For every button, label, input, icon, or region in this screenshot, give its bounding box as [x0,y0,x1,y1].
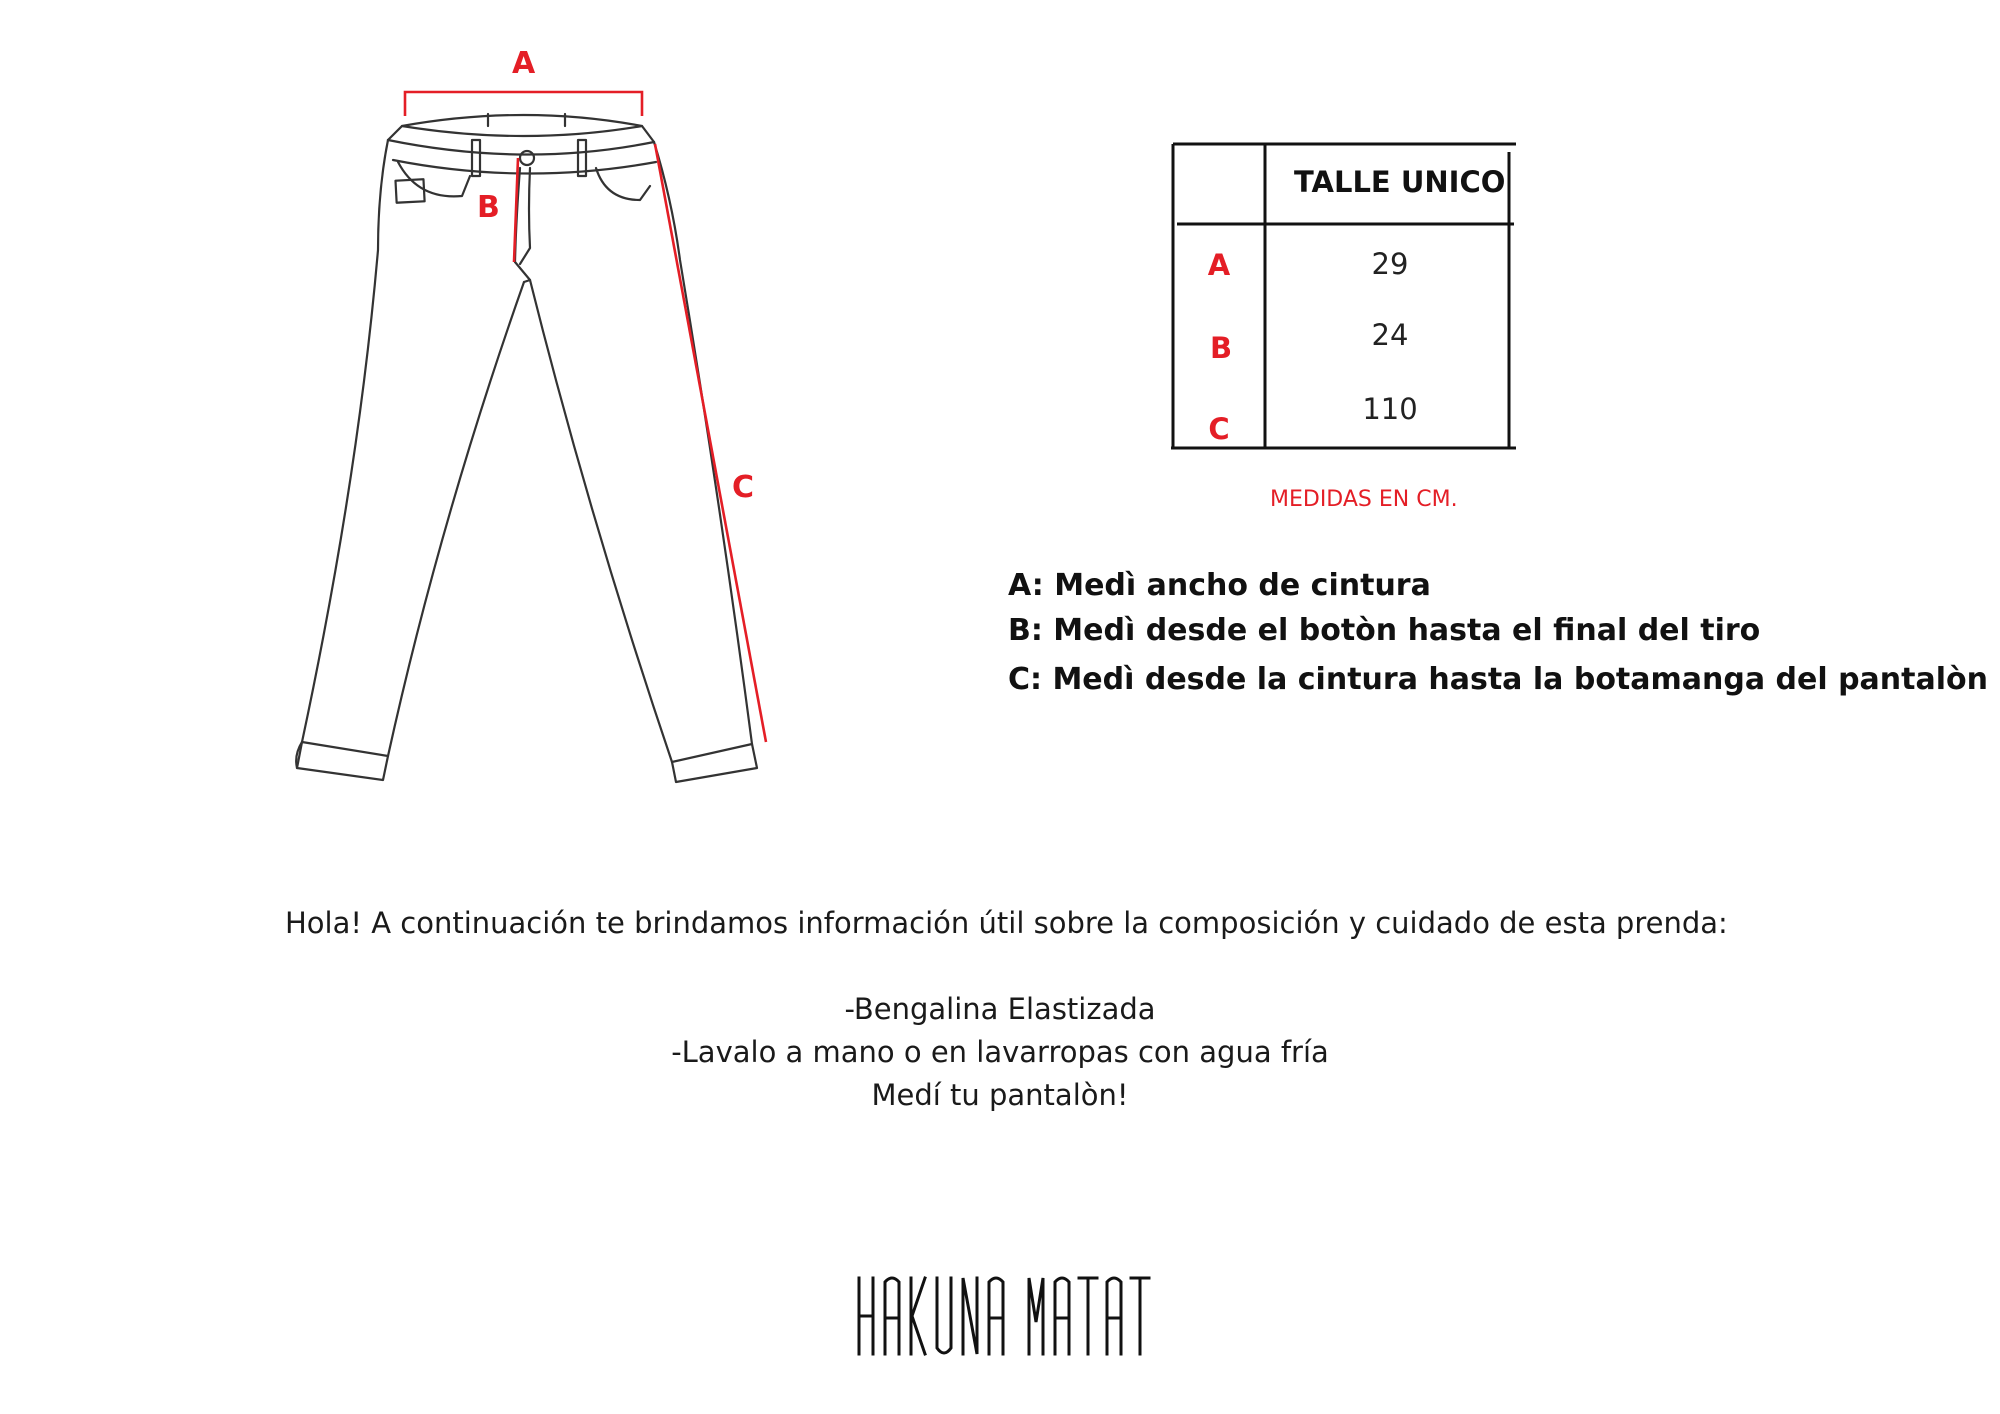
measure-line-c [655,144,766,742]
care-line-fabric: -Bengalina Elastizada [844,992,1156,1026]
table-row-value-b: 24 [1371,318,1409,352]
table-row-letter-c: C [1208,412,1230,446]
diagram-label-c: C [732,470,755,505]
instruction-b: B: Medì desde el botòn hasta el final del tiro [1008,613,1761,648]
button [520,151,534,165]
pants-diagram [0,0,800,820]
table-header: TALLE UNICO [1294,165,1506,199]
care-line-measure: Medí tu pantalòn! [871,1078,1129,1112]
diagram-label-a: A [512,46,536,81]
unit-note: MEDIDAS EN CM. [1270,487,1458,512]
measure-line-a [405,92,642,116]
brand-logo [855,1272,1155,1362]
table-row-letter-b: B [1209,331,1233,365]
size-table [1168,140,1518,450]
instruction-c: C: Medì desde la cintura hasta la botamanga del pantalòn [1008,662,1988,697]
care-intro: Hola! A continuación te brindamos información útil sobre la composición y cuidado de esta prenda: [285,906,1728,940]
table-row-value-c: 110 [1362,392,1418,426]
table-row-value-a: 29 [1371,247,1409,281]
care-line-wash: -Lavalo a mano o en lavarropas con agua fría [671,1035,1329,1069]
diagram-label-b: B [477,190,500,225]
instruction-a: A: Medì ancho de cintura [1008,568,1431,603]
waistband [402,115,642,136]
table-row-letter-a: A [1207,248,1231,282]
